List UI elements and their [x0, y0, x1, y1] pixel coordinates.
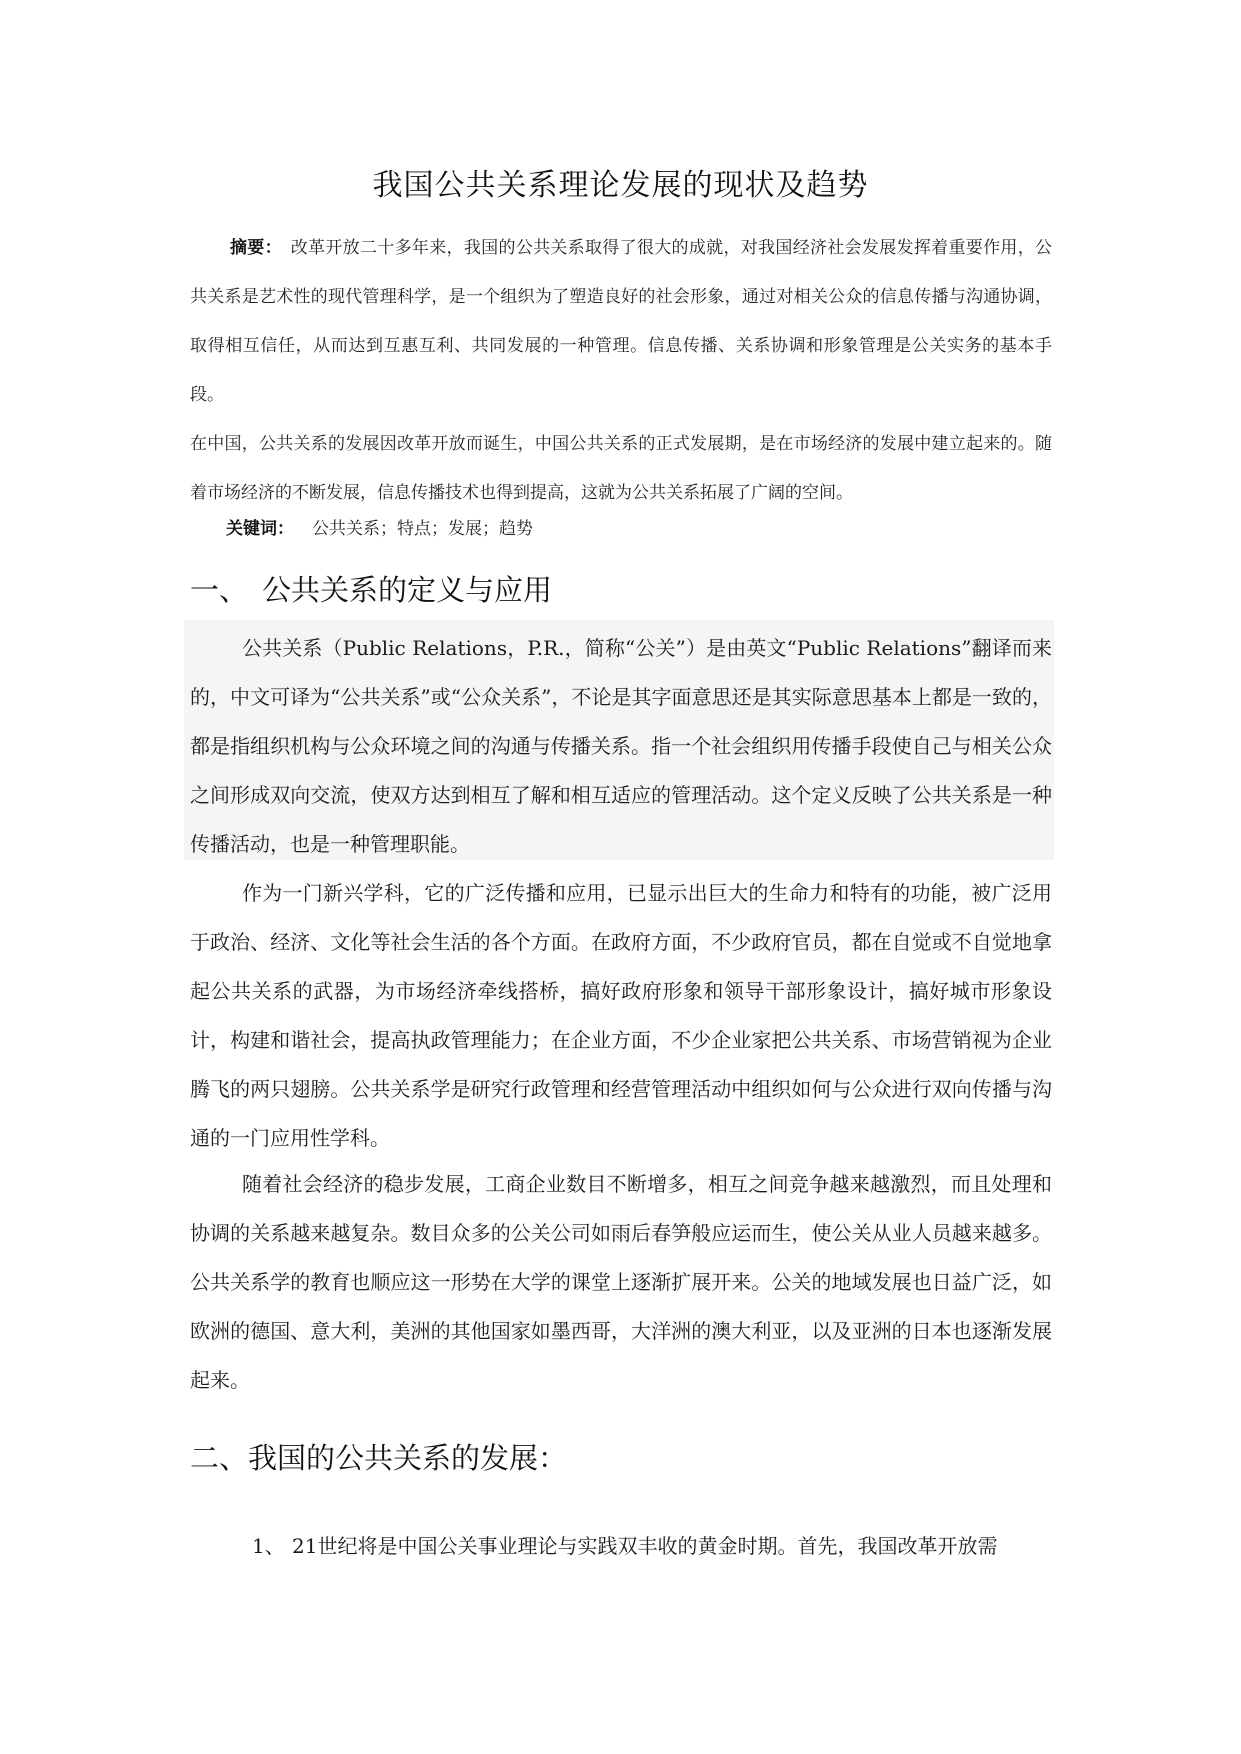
- definition-paragraph: 公共关系（Public Relations，P.R.，简称“公关”）是由英文“Public Relations”翻译而来的，中文可译为“公共关系”或“公众关系”，不论是其字面意思还是其实际意思基本上都是一致的，都是指组织机构与公众环境之间的沟通与传播关系。指一个社会组织用传播手段使自己与相关公众之间形成双向交流，使双方达到相互了解和相互适应的管理活动。这个定义反映了公共关系是一种传播活动，也是一种管理职能。: [190, 636, 1052, 856]
- application-paragraph: 作为一门新兴学科，它的广泛传播和应用，已显示出巨大的生命力和特有的功能，被广泛用于政治、经济、文化等社会生活的各个方面。在政府方面，不少政府官员，都在自觉或不自觉地拿起公共关系的武器，为市场经济牵线搭桥，搞好政府形象和领导干部形象设计，搞好城市形象设计，构建和谐社会，提高执政管理能力；在企业方面，不少企业家把公共关系、市场营销视为企业腾飞的两只翅膀。公共关系学是研究行政管理和经营管理活动中组织如何与公众进行双向传播与沟通的一门应用性学科。: [190, 881, 1052, 1150]
- abstract-section: [190, 224, 1052, 518]
- development-block: [190, 1160, 1052, 1405]
- list-item: [252, 1530, 997, 1559]
- section-1-number: 一、: [190, 573, 249, 607]
- keywords-text: 公共关系；特点；发展；趋势: [312, 519, 533, 539]
- definition-block: [190, 624, 1052, 869]
- abstract-label: 摘要：: [230, 238, 274, 258]
- abstract-paragraph-2: 在中国，公共关系的发展因改革开放而诞生，中国公共关系的正式发展期，是在市场经济的发展中建立起来的。随着市场经济的不断发展，信息传播技术也得到提高，这就为公共关系拓展了广阔的空间。: [190, 434, 1052, 503]
- application-block: [190, 869, 1052, 1163]
- section-2-heading: 二、我国的公共关系的发展：: [190, 1441, 568, 1475]
- document-title: 我国公共关系理论发展的现状及趋势: [372, 168, 869, 203]
- keywords-line: [226, 514, 533, 539]
- abstract-paragraph: [190, 224, 1052, 420]
- section-1-heading: [190, 568, 552, 609]
- section-1-title: 公共关系的定义与应用: [262, 573, 553, 607]
- list-item-number: 1、: [252, 1534, 285, 1558]
- list-item-text: 21世纪将是中国公关事业理论与实践双丰收的黄金时期。首先，我国改革开放需: [292, 1534, 998, 1558]
- keywords-label: 关键词：: [226, 519, 294, 539]
- development-paragraph: 随着社会经济的稳步发展，工商企业数目不断增多，相互之间竞争越来越激烈，而且处理和协调的关系越来越复杂。数目众多的公关公司如雨后春笋般应运而生，使公关从业人员越来越多。公共关系学的教育也顺应这一形势在大学的课堂上逐渐扩展开来。公关的地域发展也日益广泛，如欧洲的德国、意大利，美洲的其他国家如墨西哥，大洋洲的澳大利亚，以及亚洲的日本也逐渐发展起来。: [190, 1172, 1052, 1392]
- abstract-text: 改革开放二十多年来，我国的公共关系取得了很大的成就，对我国经济社会发展发挥着重要作用，公共关系是艺术性的现代管理科学，是一个组织为了塑造良好的社会形象，通过对相关公众的信息传播与沟通协调，取得相互信任，从而达到互惠互利、共同发展的一种管理。信息传播、关系协调和形象管理是公关实务的基本手段。: [190, 238, 1053, 405]
